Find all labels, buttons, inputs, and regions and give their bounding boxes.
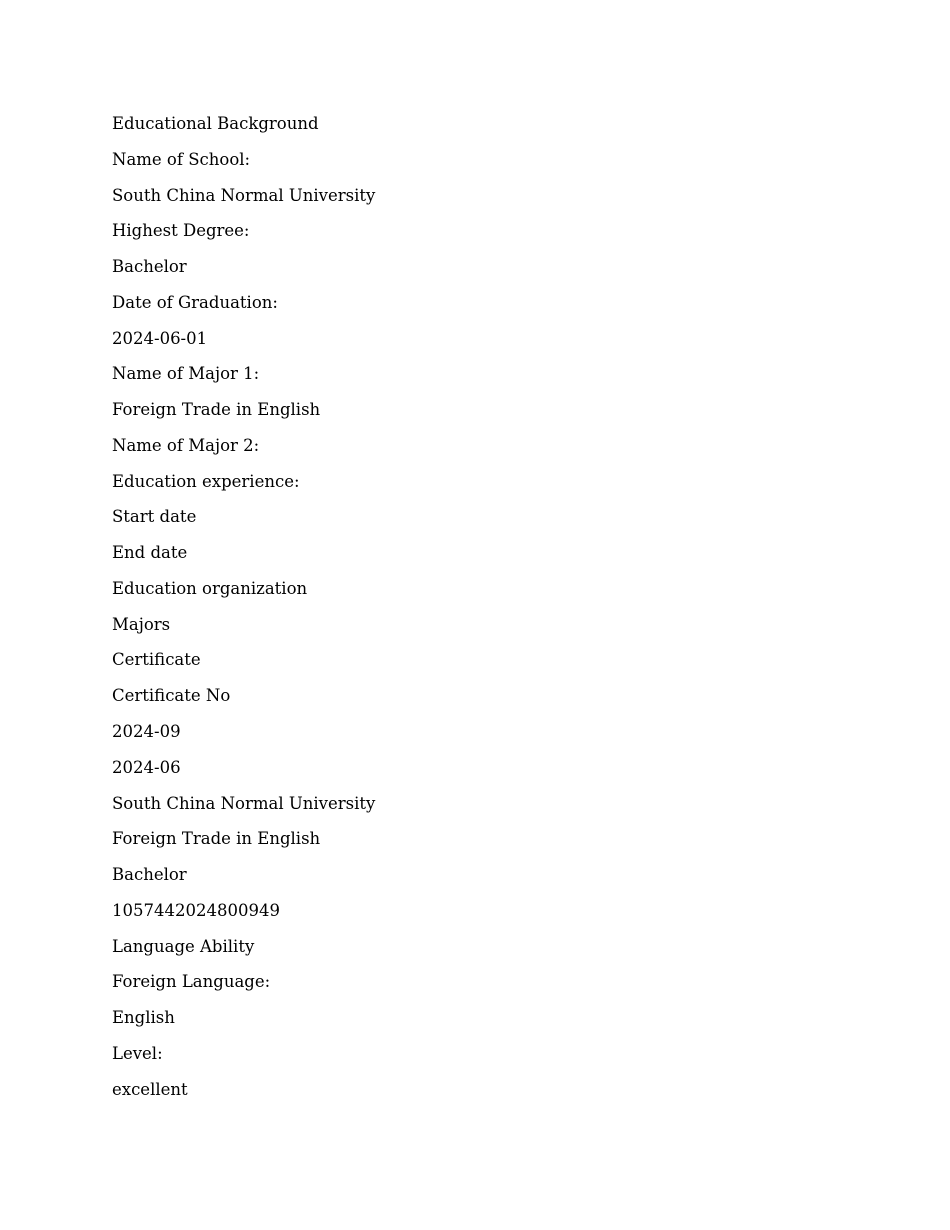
header-education-organization: Education organization <box>112 578 308 598</box>
header-majors: Majors <box>112 614 171 634</box>
value-highest-degree: Bachelor <box>112 257 187 277</box>
header-end-date: End date <box>112 543 188 563</box>
label-date-of-graduation: Date of Graduation: <box>112 292 278 312</box>
value-end-date: 2024-06 <box>112 757 181 777</box>
value-date-of-graduation: 2024-06-01 <box>112 328 208 348</box>
label-major-1: Name of Major 1: <box>112 364 260 384</box>
value-certificate-no: 1057442024800949 <box>112 900 280 920</box>
label-highest-degree: Highest Degree: <box>112 221 250 241</box>
label-major-2: Name of Major 2: <box>112 435 260 455</box>
header-start-date: Start date <box>112 507 197 527</box>
value-start-date: 2024-09 <box>112 722 181 742</box>
label-name-of-school: Name of School: <box>112 149 251 169</box>
header-certificate-no: Certificate No <box>112 686 231 706</box>
value-certificate: Bachelor <box>112 865 187 885</box>
value-major-1: Foreign Trade in English <box>112 400 321 420</box>
section-heading-education: Educational Background <box>112 114 319 133</box>
value-education-organization: South China Normal University <box>112 793 376 813</box>
document-body <box>112 112 375 1113</box>
value-foreign-language: English <box>112 1008 175 1028</box>
value-name-of-school: South China Normal University <box>112 185 376 205</box>
header-certificate: Certificate <box>112 650 201 670</box>
label-foreign-language: Foreign Language: <box>112 972 271 992</box>
label-education-experience: Education experience: <box>112 471 300 491</box>
label-level: Level: <box>112 1043 163 1063</box>
value-majors: Foreign Trade in English <box>112 829 321 849</box>
section-heading-language: Language Ability <box>112 936 255 956</box>
value-level: excellent <box>112 1079 188 1099</box>
